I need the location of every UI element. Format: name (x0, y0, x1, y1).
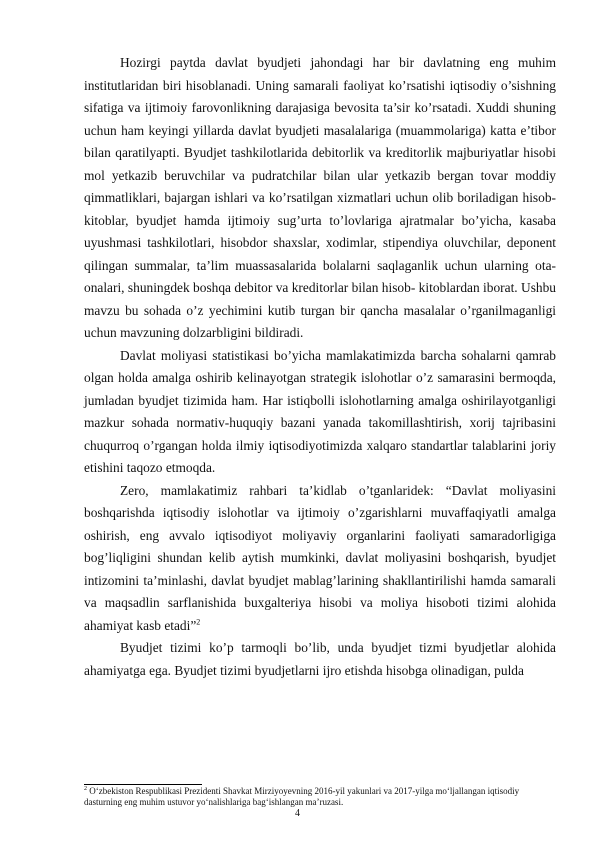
paragraph-intro: Hozirgi paytda davlat byudjeti jahondagi har bir davlatning eng muhim institutlaridan biri hisoblanadi. Uning samarali faoliyat ko’rsatishi iqtisodiy o’sishning sifatiga va ijtimoiy farovonlikning darajasiga bevosita ta’sir ko’rsatadi. Xuddi shuning uchun ham keyingi yillarda davlat byudjeti masalalariga (muammolariga) katta e’tibor bilan qaratilyapti. Byudjet tashkilotlarida debitorlik va kreditorlik majburiyatlar hisobi mol yetkazib beruvchilar va pudratchilar bilan ular yetkazib bergan tovar moddiy qimmatliklari, bajargan ishlari va ko’rsatilgan xizmatlari uchun olib boriladigan hisob-kitoblar, byudjet hamda ijtimoiy sug’urta to’lovlariga ajratmalar bo’yicha, kasaba uyushmasi tashkilotlari, hisobdor shaxslar, xodimlar, stipendiya oluvchilar, deponent qilingan summalar, ta’lim muassasalarida bolalarni saqlaganlik uchun ularning ota-onalari, shuningdek boshqa debitor va kreditorlar bilan hisob- kitoblardan iborat. Ushbu mavzu bu sohada o’z yechimini kutib turgan bir qancha masalalar o’rganilmaganligi uchun mavzuning dolzarbligini bildiradi. (84, 55, 556, 340)
paragraph-budget-system: Byudjet tizimi ko’p tarmoqli bo’lib, unda byudjet tizmi byudjetlar alohida ahamiyatga ega. Byudjet tizimi byudjetlarni ijro etishda hisobga olinadigan, pulda (84, 640, 556, 678)
footnote-text: O‘zbekiston Respublikasi Prezidenti Shavkat Mirziyoyevning 2016-yil yakunlari va 2017-yilga mo‘ljallangan iqtisodiy dasturning eng muhim ustuvor yo‘nalishlariga bag‘ishlangan ma’ruzasi. (84, 786, 520, 807)
page-number: 4 (295, 808, 300, 819)
footnote-reference[interactable]: 2 (196, 617, 201, 627)
quote-text: Zero, mamlakatimiz rahbari ta’kidlab o’tganlaridek: “Davlat moliyasini boshqarishda iqtisodiy islohotlar va ijtimoiy o’zgarishlarni muvaffaqiyatli amalga oshirish, eng avvalo iqtisodiyot moliyaviy organlarini faoliyati samaradorligiga bog’liqligini shundan kelib aytish mumkinki, davlat moliyasini boshqarish, byudjet intizomini ta’minlashi, davlat byudjet mablag’larining shakllantirilishi hamda samarali va maqsadlin sarflanishida buxgalteriya hisobi va moliya hisoboti tizimi alohida ahamiyat kasb etadi” (84, 482, 556, 633)
body-text (84, 52, 556, 682)
paragraph-quote (84, 480, 556, 638)
footnote-mark: 2 (84, 786, 87, 792)
paragraph-statistics: Davlat moliyasi statistikasi bo’yicha mamlakatimizda barcha sohalarni qamrab olgan holda amalga oshirib kelinayotgan strategik islohotlar o’z samarasini bermoqda, jumladan byudjet tizimida ham. Har istiqbolli islohotlarning amalga oshirilayotganligi mazkur sohada normativ-huquqiy bazani yanada takomillashtirish, xorij tajribasini chuqurroq o’rgangan holda ilmiy iqtisodiyotimizda xalqaro standartlar talablarini joriy etishini taqozo etmoqda. (84, 347, 556, 475)
footnote-divider (84, 784, 202, 785)
footnote (84, 786, 556, 808)
